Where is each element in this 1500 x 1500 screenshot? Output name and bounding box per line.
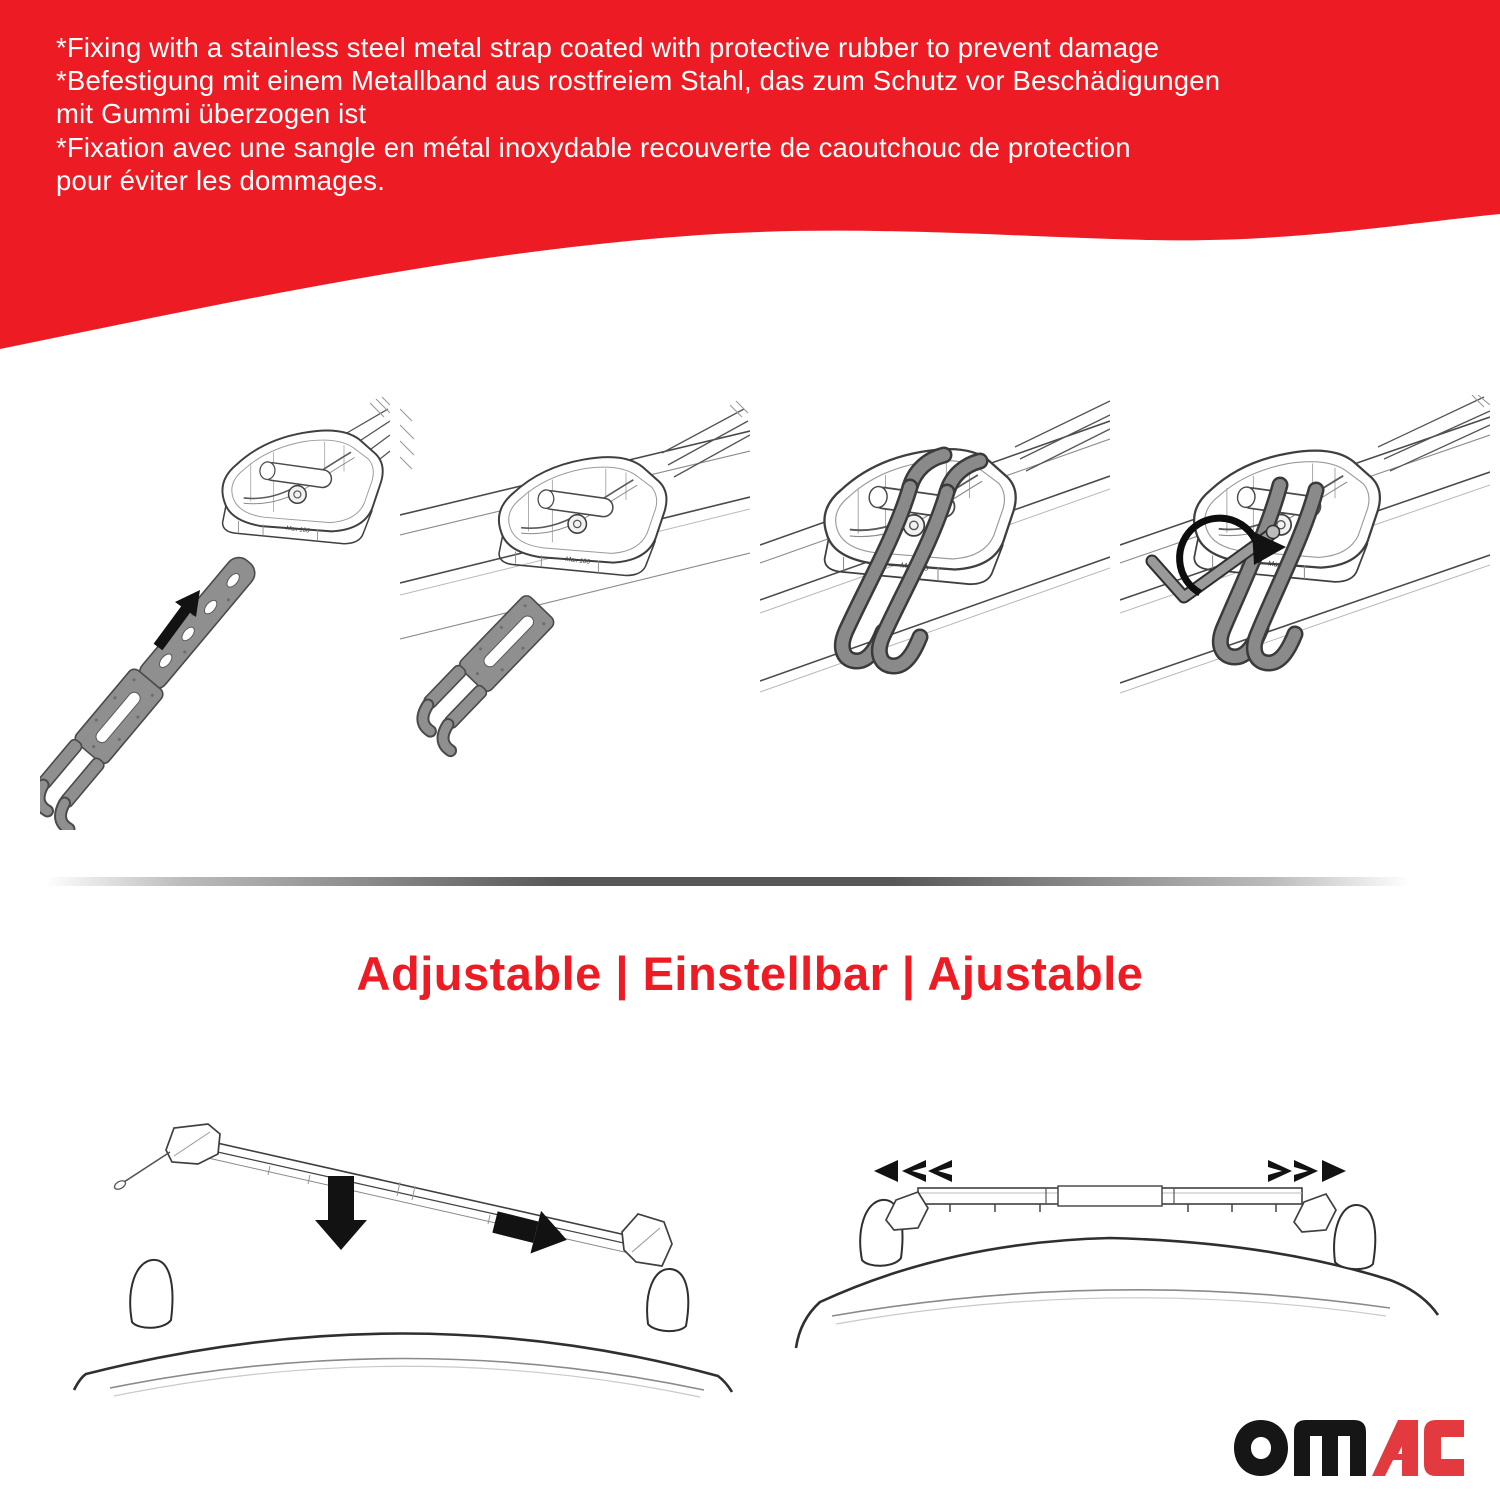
step-3-strap-wrapped-illustration bbox=[760, 395, 1110, 830]
omac-logo bbox=[1232, 1413, 1464, 1477]
roof-rail-stub-right bbox=[1334, 1205, 1375, 1269]
telescopic-adjust-illustration bbox=[790, 1120, 1490, 1410]
crossbar bbox=[1378, 395, 1490, 471]
note-line: *Fixation avec une sangle en métal inoxydable recouverte de caoutchouc de protection bbox=[56, 131, 1131, 163]
rail-cut-hatch bbox=[400, 409, 414, 469]
adjustable-heading: Adjustable | Einstellbar | Ajustable bbox=[356, 947, 1144, 1000]
step-4-tighten-bolt-illustration bbox=[1120, 395, 1490, 830]
mounting-strap-inserted bbox=[411, 593, 566, 751]
roof-rail-stub-left bbox=[130, 1260, 172, 1328]
banner-notes bbox=[56, 31, 1220, 197]
car-roof bbox=[74, 1260, 732, 1397]
crossbar bbox=[1015, 401, 1110, 471]
mounted-crossbar bbox=[886, 1186, 1336, 1232]
crossbar bbox=[662, 401, 750, 477]
bar-end-clamp-left bbox=[166, 1124, 220, 1164]
roof-rail-stub-right bbox=[647, 1269, 688, 1331]
strap-wire bbox=[124, 1152, 170, 1182]
top-banner bbox=[0, 0, 1500, 362]
step-1-insert-strap-illustration bbox=[40, 395, 390, 830]
note-line: *Fixing with a stainless steel metal strap coated with protective rubber to prevent damage bbox=[56, 32, 1160, 63]
note-line: mit Gummi überzogen ist bbox=[56, 98, 367, 130]
bar-end-clamp-left bbox=[886, 1192, 928, 1230]
mounting-strap bbox=[40, 548, 275, 829]
note-line: pour éviter les dommages. bbox=[56, 164, 386, 196]
step-2-strap-through-rail-illustration bbox=[400, 395, 750, 830]
roof-rack-foot bbox=[499, 457, 667, 575]
logo-red-letters bbox=[1372, 1420, 1464, 1476]
slide-left-arrows-icon bbox=[874, 1160, 952, 1182]
logo-black-letters bbox=[1234, 1420, 1366, 1476]
bar-end-clamp-right bbox=[622, 1214, 672, 1266]
slide-right-arrows-icon bbox=[1268, 1160, 1346, 1182]
tilted-crossbar bbox=[113, 1124, 672, 1266]
section-divider bbox=[45, 877, 1410, 886]
down-arrow-icon bbox=[315, 1176, 367, 1250]
note-line: *Befestigung mit einem Metallband aus rostfreiem Stahl, das zum Schutz vor Beschädigungen bbox=[56, 65, 1221, 97]
roof-rack-foot bbox=[222, 430, 382, 543]
place-crossbar-illustration bbox=[70, 1120, 780, 1410]
